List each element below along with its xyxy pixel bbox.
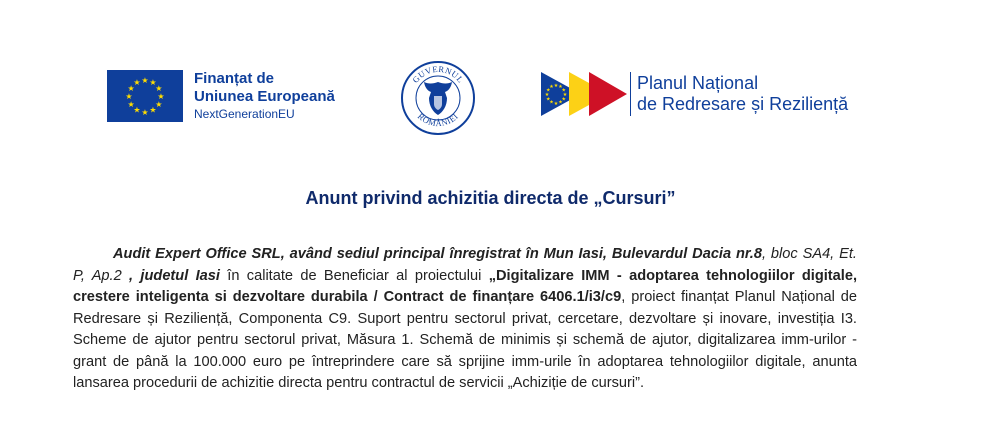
eu-star-icon: ★ xyxy=(545,96,551,103)
project-name: „Digitalizare IMM - adoptarea tehnologiilor digitale, crestere inteligenta si dezvoltare durabila / Contract de finanțare 6406.1/i3/c9 xyxy=(73,267,857,305)
pnrr-logo-line2: de Redresare și Reziliență xyxy=(637,94,849,114)
eu-star-icon: ★ xyxy=(561,96,567,103)
eu-logo-line2: Uniunea Europeană xyxy=(194,87,335,105)
romanian-government-seal-icon xyxy=(400,60,476,136)
company-name: Audit Expert Office SRL, având sediul principal înregistrat în Mun Iasi, Bulevardul Dacia nr.8 xyxy=(113,246,762,262)
eu-star-icon: ★ xyxy=(141,107,149,117)
eu-star-icon: ★ xyxy=(141,75,149,85)
eu-star-icon: ★ xyxy=(133,105,141,115)
eu-star-icon: ★ xyxy=(561,87,567,94)
document-title: Anunt privind achizitia directa de „Cursuri” xyxy=(305,188,676,208)
eu-star-icon: ★ xyxy=(155,99,163,109)
eu-star-icon: ★ xyxy=(149,105,157,115)
eu-star-icon: ★ xyxy=(127,83,135,93)
eu-star-icon: ★ xyxy=(558,99,563,106)
eu-star-icon: ★ xyxy=(558,83,563,90)
pnrr-logo-line1: Planul Național xyxy=(637,73,759,94)
eu-star-icon: ★ xyxy=(553,82,559,89)
eu-star-icon: ★ xyxy=(553,100,559,107)
eu-star-icon: ★ xyxy=(562,91,568,98)
eu-star-icon: ★ xyxy=(545,87,551,94)
text-part-1: în calitate de Beneficiar al proiectului xyxy=(219,267,489,284)
county: , judetul Iasi xyxy=(121,267,220,284)
pnrr-divider xyxy=(630,72,631,116)
pnrr-logo xyxy=(541,70,848,118)
eu-flag-icon xyxy=(107,70,183,122)
seal-text-top: GUVERNUL xyxy=(410,63,466,85)
eu-logo-text xyxy=(194,70,335,121)
eu-star-icon: ★ xyxy=(549,99,554,106)
eu-star-icon: ★ xyxy=(127,99,135,109)
eu-star-icon: ★ xyxy=(157,91,165,101)
announcement-paragraph xyxy=(73,244,857,395)
pnrr-logo-text xyxy=(637,73,848,114)
eu-logo-line3: NextGenerationEU xyxy=(194,106,295,121)
eu-funding-logo xyxy=(107,70,335,122)
logo-header xyxy=(0,58,981,148)
eu-star-icon: ★ xyxy=(125,91,133,101)
pnrr-logo-icon xyxy=(541,70,627,118)
seal-text-bottom: ROMÂNIEI xyxy=(415,110,461,129)
address-tail: , bloc SA4, Et. P, Ap.2 xyxy=(73,246,857,284)
eu-star-icon: ★ xyxy=(155,83,163,93)
text-part-2: , proiect finanțat Planul Național de Redresare și Reziliență, Componenta C9. Suport pentru sectorul privat, cercetare, dezvoltare și inovare, investiția I3. Scheme de ajutor pentru sectorul privat, Măsura 1. Schemă de minimis și schemă de ajutor, digitalizarea imm-urilor - grant de până la 100.000 euro pe întreprindere care să sprijine imm-urile în adoptarea tehnologiilor digitale, anunta lansarea procedurii de achizitie directa pentru contractul de servicii „Achiziție de cursuri”. xyxy=(73,289,857,391)
eu-star-icon: ★ xyxy=(544,91,550,98)
eu-star-icon: ★ xyxy=(149,77,157,87)
eu-logo-line1: Finanțat de xyxy=(194,70,275,88)
eu-star-icon: ★ xyxy=(549,83,554,90)
eu-star-icon: ★ xyxy=(133,77,141,87)
